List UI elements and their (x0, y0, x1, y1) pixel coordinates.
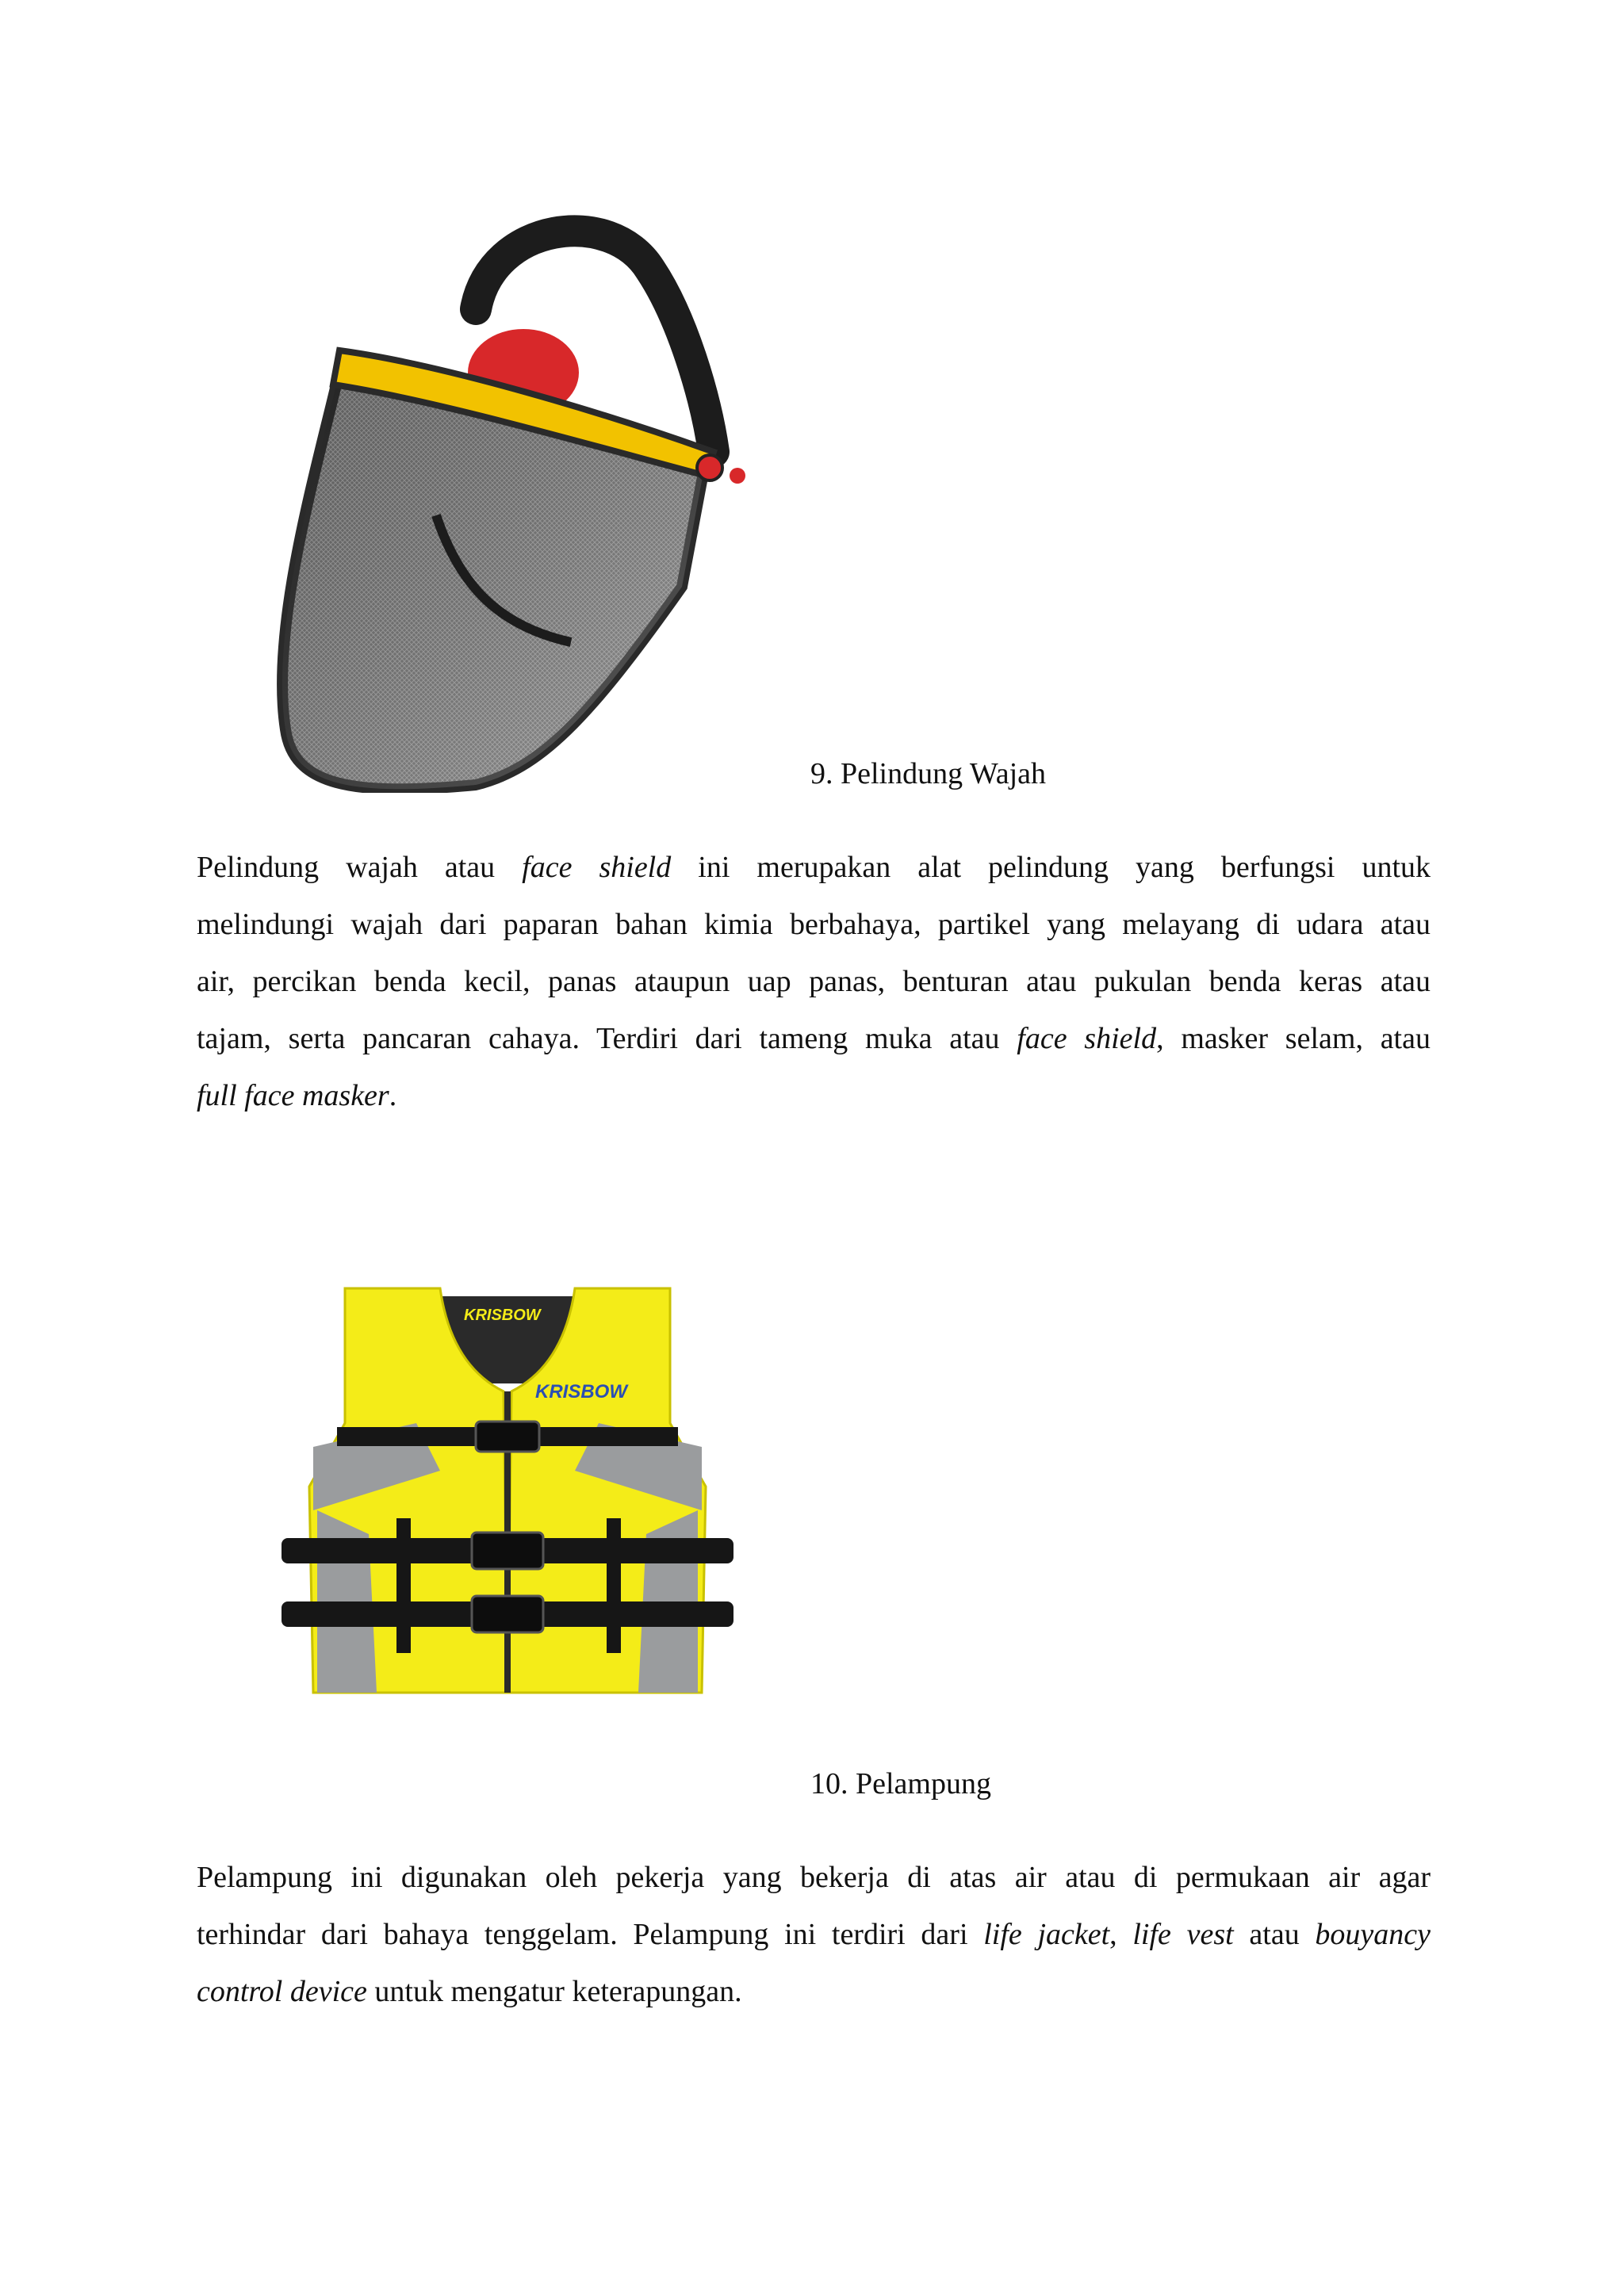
figure-caption-face-shield: 9. Pelindung Wajah (810, 757, 1047, 790)
paragraph-line (197, 953, 1431, 1010)
paragraph-line (197, 896, 1431, 953)
text-run: air, percikan benda kecil, panas ataupun uap panas, benturan atau pukulan benda keras atau (197, 965, 1431, 998)
paragraph-line (197, 1906, 1431, 1963)
vest-brand-label-chest: KRISBOW (535, 1381, 627, 1402)
italic-term: face shield (522, 851, 672, 884)
text-run: . (389, 1079, 397, 1112)
paragraph-line (197, 1849, 1431, 1906)
vest-brand-label-collar: KRISBOW (464, 1307, 541, 1324)
text-run: tajam, serta pancaran cahaya. Terdiri dari tameng muka atau (197, 1022, 1017, 1055)
life-vest-icon (282, 1280, 733, 1716)
italic-term: face shield (1017, 1022, 1157, 1055)
text-run: ini merupakan alat pelindung yang berfungsi untuk (671, 851, 1431, 884)
face-shield-figure (238, 214, 777, 793)
italic-term: full face masker (197, 1079, 389, 1112)
italic-term: life jacket (983, 1918, 1110, 1951)
italic-term: bouyancy (1315, 1918, 1431, 1951)
text-run: terhindar dari bahaya tenggelam. Pelampung ini terdiri dari (197, 1918, 984, 1951)
paragraph-line (197, 1010, 1431, 1067)
text-run: , masker selam, atau (1156, 1022, 1431, 1055)
paragraph-life-vest (197, 1849, 1431, 2020)
paragraph-line (197, 1963, 1431, 2020)
text-run: atau (1233, 1918, 1316, 1951)
text-run: Pelindung wajah atau (197, 851, 523, 884)
italic-term: life vest (1132, 1918, 1234, 1951)
life-vest-figure (282, 1280, 733, 1716)
italic-term: control device (197, 1975, 367, 2008)
text-run: untuk mengatur keterapungan. (366, 1975, 742, 2008)
paragraph-face-shield (197, 839, 1431, 1124)
paragraph-line (197, 1067, 1431, 1124)
text-run: , (1109, 1918, 1133, 1951)
paragraph-line (197, 839, 1431, 896)
figure-caption-life-vest: 10. Pelampung (810, 1767, 991, 1800)
text-run: Pelampung ini digunakan oleh pekerja yang bekerja di atas air atau di permukaan air agar (197, 1861, 1431, 1894)
face-shield-icon (238, 214, 777, 793)
text-run: melindungi wajah dari paparan bahan kimia berbahaya, partikel yang melayang di udara atau (197, 908, 1431, 941)
